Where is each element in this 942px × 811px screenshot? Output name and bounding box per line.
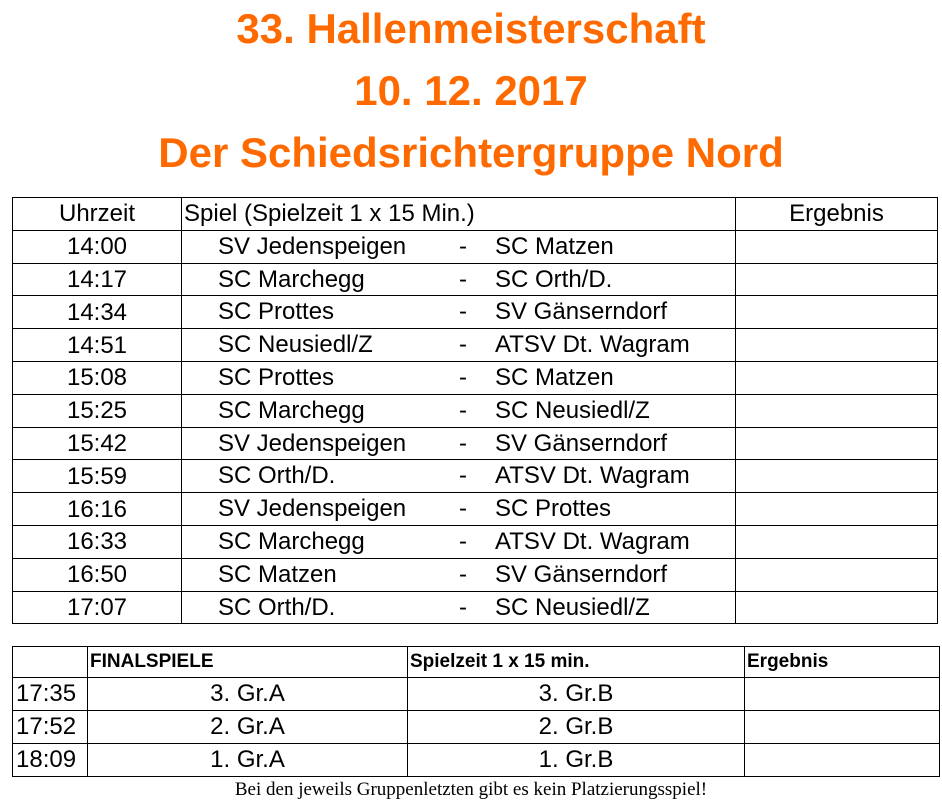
match-time: 14:34	[13, 296, 182, 329]
finals-header-label: FINALSPIELE	[88, 647, 408, 678]
match-pairing	[182, 394, 736, 427]
final-time: 17:52	[13, 711, 88, 744]
away-team: SC Matzen	[495, 232, 614, 260]
home-team: SC Matzen	[218, 560, 337, 588]
match-pairing	[182, 525, 736, 558]
home-team: SC Prottes	[218, 298, 335, 326]
match-time: 14:00	[13, 230, 182, 263]
vs-separator: -	[459, 560, 467, 588]
title-line-3: Der Schiedsrichtergruppe Nord	[158, 129, 784, 176]
away-team: SV Gänserndorf	[495, 298, 668, 326]
schedule-row	[13, 263, 938, 296]
home-team: SV Jedenspeigen	[218, 495, 407, 523]
vs-separator: -	[459, 232, 467, 260]
home-team: SC Marchegg	[218, 396, 365, 424]
match-result	[736, 329, 938, 362]
home-team: SC Orth/D.	[218, 462, 336, 490]
final-result	[745, 744, 940, 777]
vs-separator: -	[459, 593, 467, 621]
schedule-row	[13, 394, 938, 427]
schedule-table	[12, 197, 938, 624]
vs-separator: -	[459, 396, 467, 424]
vs-separator: -	[459, 265, 467, 293]
finals-header-playtime: Spielzeit 1 x 15 min.	[408, 647, 745, 678]
match-pairing	[182, 230, 736, 263]
match-time: 17:07	[13, 591, 182, 624]
match-result	[736, 591, 938, 624]
match-result	[736, 460, 938, 493]
finals-header-row	[13, 647, 940, 678]
vs-separator: -	[459, 363, 467, 391]
home-team: SV Jedenspeigen	[218, 429, 407, 457]
away-team: SV Gänserndorf	[495, 429, 668, 457]
finals-header-result: Ergebnis	[745, 647, 940, 678]
vs-separator: -	[459, 527, 467, 555]
match-time: 14:17	[13, 263, 182, 296]
match-time: 15:59	[13, 460, 182, 493]
column-header-time: Uhrzeit	[13, 198, 182, 231]
match-result	[736, 427, 938, 460]
home-team: SC Marchegg	[218, 527, 365, 555]
vs-separator: -	[459, 429, 467, 457]
finals-row	[13, 744, 940, 777]
home-team: SC Marchegg	[218, 265, 365, 293]
match-time: 16:50	[13, 558, 182, 591]
away-team: SC Prottes	[495, 495, 612, 523]
finals-table	[12, 646, 940, 777]
match-result	[736, 230, 938, 263]
final-time: 18:09	[13, 744, 88, 777]
match-time: 14:51	[13, 329, 182, 362]
final-result	[745, 678, 940, 711]
title-date: 10. 12. 2017	[354, 67, 588, 114]
schedule-row	[13, 296, 938, 329]
match-time: 16:33	[13, 525, 182, 558]
home-team: SC Neusiedl/Z	[218, 331, 373, 359]
schedule-row	[13, 460, 938, 493]
away-team: SC Neusiedl/Z	[495, 396, 650, 424]
match-pairing	[182, 427, 736, 460]
schedule-row	[13, 230, 938, 263]
match-time: 15:25	[13, 394, 182, 427]
finals-header-time	[13, 647, 88, 678]
home-team: SC Prottes	[218, 363, 335, 391]
match-result	[736, 493, 938, 526]
match-pairing	[182, 296, 736, 329]
schedule-header-row	[13, 198, 938, 231]
match-result	[736, 296, 938, 329]
match-time: 15:08	[13, 361, 182, 394]
column-header-result: Ergebnis	[736, 198, 938, 231]
vs-separator: -	[459, 495, 467, 523]
finals-row	[13, 678, 940, 711]
away-team: ATSV Dt. Wagram	[495, 527, 690, 555]
match-pairing	[182, 460, 736, 493]
final-team-b: 3. Gr.B	[408, 678, 745, 711]
match-pairing	[182, 591, 736, 624]
match-pairing	[182, 493, 736, 526]
footnote: Bei den jeweils Gruppenletzten gibt es kein Platzierungsspiel!	[234, 779, 708, 800]
home-team: SV Jedenspeigen	[218, 232, 407, 260]
final-team-a: 1. Gr.A	[88, 744, 408, 777]
schedule-row	[13, 558, 938, 591]
title-line-1: 33. Hallenmeisterschaft	[236, 5, 706, 52]
column-header-game: Spiel (Spielzeit 1 x 15 Min.)	[182, 198, 736, 231]
match-time: 16:16	[13, 493, 182, 526]
match-time: 15:42	[13, 427, 182, 460]
match-pairing	[182, 263, 736, 296]
match-result	[736, 558, 938, 591]
home-team: SC Orth/D.	[218, 593, 336, 621]
finals-row	[13, 711, 940, 744]
match-result	[736, 525, 938, 558]
match-result	[736, 263, 938, 296]
schedule-row	[13, 361, 938, 394]
away-team: ATSV Dt. Wagram	[495, 331, 690, 359]
final-team-b: 2. Gr.B	[408, 711, 745, 744]
match-result	[736, 361, 938, 394]
away-team: SC Neusiedl/Z	[495, 593, 650, 621]
final-team-b: 1. Gr.B	[408, 744, 745, 777]
away-team: SV Gänserndorf	[495, 560, 668, 588]
match-pairing	[182, 558, 736, 591]
final-team-a: 2. Gr.A	[88, 711, 408, 744]
away-team: SC Matzen	[495, 363, 614, 391]
vs-separator: -	[459, 462, 467, 490]
schedule-row	[13, 493, 938, 526]
schedule-row	[13, 427, 938, 460]
away-team: ATSV Dt. Wagram	[495, 462, 690, 490]
match-pairing	[182, 361, 736, 394]
schedule-row	[13, 329, 938, 362]
final-time: 17:35	[13, 678, 88, 711]
schedule-row	[13, 591, 938, 624]
vs-separator: -	[459, 298, 467, 326]
away-team: SC Orth/D.	[495, 265, 613, 293]
match-pairing	[182, 329, 736, 362]
match-result	[736, 394, 938, 427]
schedule-row	[13, 525, 938, 558]
final-result	[745, 711, 940, 744]
vs-separator: -	[459, 331, 467, 359]
final-team-a: 3. Gr.A	[88, 678, 408, 711]
